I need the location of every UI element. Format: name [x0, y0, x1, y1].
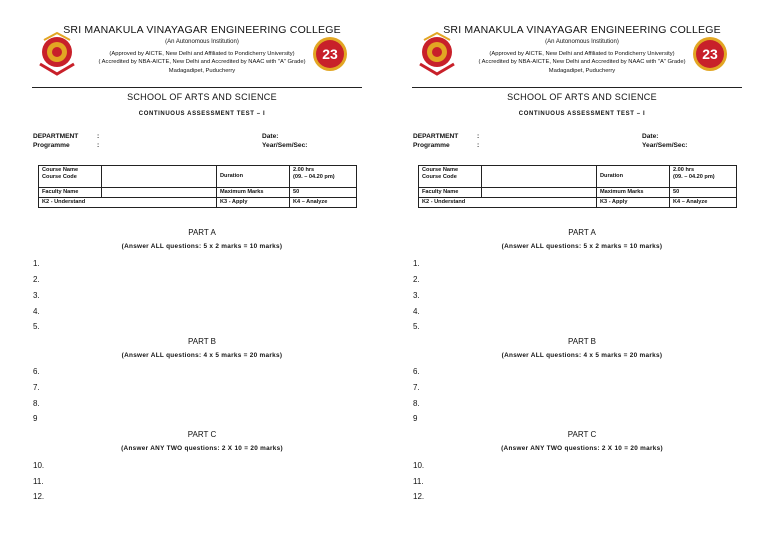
k2-cell: K2 - Understand	[419, 198, 597, 208]
duration-hours: 2.00 hrs	[673, 167, 695, 173]
college-header	[402, 0, 762, 86]
faculty-name-label: Faculty Name	[39, 188, 102, 198]
question-9: 9	[33, 414, 38, 423]
question-9: 9	[413, 414, 418, 423]
question-5: 5.	[413, 322, 420, 331]
k3-cell: K3 - Apply	[217, 198, 290, 208]
course-code-label: Course Code	[42, 174, 77, 180]
college-name: SRI MANAKULA VINAYAGAR ENGINEERING COLLEGE	[63, 24, 341, 36]
faculty-name-value	[102, 188, 217, 198]
question-7: 7.	[413, 383, 420, 392]
course-name-label: Course Name	[422, 167, 459, 173]
k2-cell: K2 - Understand	[39, 198, 217, 208]
question-12: 12.	[33, 492, 45, 501]
college-location: Madagadipet, Puducherry	[168, 68, 236, 74]
course-value-cell	[102, 166, 217, 188]
test-title: CONTINUOUS ASSESSMENT TEST – I	[138, 111, 266, 117]
duration-time: (09. – 04.20 pm)	[293, 174, 335, 180]
max-marks-value: 50	[290, 188, 357, 198]
badge-number: 23	[702, 46, 718, 62]
max-marks-label: Maximum Marks	[597, 188, 670, 198]
approval-note: (Approved by AICTE, New Delhi and Affiliated to Pondicherry University)	[109, 51, 295, 57]
k3-cell: K3 - Apply	[597, 198, 670, 208]
max-marks-label: Maximum Marks	[217, 188, 290, 198]
duration-hours: 2.00 hrs	[293, 167, 315, 173]
max-marks-value: 50	[670, 188, 737, 198]
question-3: 3.	[33, 291, 40, 300]
question-paper-right	[402, 0, 762, 543]
anniversary-badge-icon	[692, 36, 728, 72]
duration-value-cell	[290, 166, 357, 188]
faculty-name-label: Faculty Name	[419, 188, 482, 198]
part-b-instruction: (Answer ALL questions: 4 x 5 marks = 20 marks)	[121, 352, 283, 359]
duration-value-cell	[670, 166, 737, 188]
part-c-instruction: (Answer ANY TWO questions: 2 X 10 = 20 marks)	[501, 445, 663, 452]
department-label: DEPARTMENT	[33, 133, 79, 140]
question-5: 5.	[33, 322, 40, 331]
course-name-label: Course Name	[42, 167, 79, 173]
k4-cell: K4 – Analyze	[290, 198, 357, 208]
programme-colon: :	[97, 142, 100, 149]
year-sem-sec-label: Year/Sem/Sec:	[262, 142, 308, 149]
school-title: SCHOOL OF ARTS AND SCIENCE	[127, 92, 277, 102]
duration-label: Duration	[217, 166, 290, 188]
question-12: 12.	[413, 492, 425, 501]
approval-note: (Approved by AICTE, New Delhi and Affiliated to Pondicherry University)	[489, 51, 675, 57]
k4-cell: K4 – Analyze	[670, 198, 737, 208]
question-2: 2.	[33, 275, 40, 284]
question-8: 8.	[413, 399, 420, 408]
autonomy-note: (An Autonomous Institution)	[165, 39, 239, 45]
school-title: SCHOOL OF ARTS AND SCIENCE	[507, 92, 657, 102]
department-colon: :	[477, 133, 480, 140]
accreditation-note: ( Accredited by NBA-AICTE, New Delhi and Accredited by NAAC with "A" Grade)	[98, 59, 306, 65]
question-2: 2.	[413, 275, 420, 284]
part-c-instruction: (Answer ANY TWO questions: 2 X 10 = 20 marks)	[121, 445, 283, 452]
faculty-name-value	[482, 188, 597, 198]
part-b-title: PART B	[187, 337, 216, 346]
year-sem-sec-label: Year/Sem/Sec:	[642, 142, 688, 149]
programme-label: Programme	[413, 142, 450, 149]
part-b-instruction: (Answer ALL questions: 4 x 5 marks = 20 marks)	[501, 352, 663, 359]
date-label: Date:	[262, 133, 279, 140]
question-4: 4.	[413, 307, 420, 316]
header-divider	[32, 87, 362, 88]
test-title: CONTINUOUS ASSESSMENT TEST – I	[518, 111, 646, 117]
question-6: 6.	[413, 367, 420, 376]
course-labels-cell	[39, 166, 102, 188]
anniversary-badge-icon	[312, 36, 348, 72]
question-11: 11.	[413, 477, 424, 486]
course-code-label: Course Code	[422, 174, 457, 180]
accreditation-note: ( Accredited by NBA-AICTE, New Delhi and Accredited by NAAC with "A" Grade)	[478, 59, 686, 65]
course-info-table	[418, 165, 737, 208]
question-6: 6.	[33, 367, 40, 376]
department-label: DEPARTMENT	[413, 133, 459, 140]
question-10: 10.	[33, 461, 45, 470]
date-label: Date:	[642, 133, 659, 140]
programme-colon: :	[477, 142, 480, 149]
duration-label: Duration	[597, 166, 670, 188]
part-c-title: PART C	[567, 430, 597, 439]
badge-number: 23	[322, 46, 338, 62]
part-a-instruction: (Answer ALL questions: 5 x 2 marks = 10 marks)	[121, 243, 283, 250]
part-b-title: PART B	[567, 337, 596, 346]
question-7: 7.	[33, 383, 40, 392]
part-a-instruction: (Answer ALL questions: 5 x 2 marks = 10 marks)	[501, 243, 663, 250]
department-colon: :	[97, 133, 100, 140]
part-a-title: PART A	[188, 228, 216, 237]
header-divider	[412, 87, 742, 88]
question-paper-left	[22, 0, 382, 543]
college-location: Madagadipet, Puducherry	[548, 68, 616, 74]
part-a-title: PART A	[568, 228, 596, 237]
question-4: 4.	[33, 307, 40, 316]
duration-time: (09. – 04.20 pm)	[673, 174, 715, 180]
college-header	[22, 0, 382, 86]
question-10: 10.	[413, 461, 425, 470]
course-value-cell	[482, 166, 597, 188]
college-name: SRI MANAKULA VINAYAGAR ENGINEERING COLLEGE	[443, 24, 721, 36]
programme-label: Programme	[33, 142, 70, 149]
autonomy-note: (An Autonomous Institution)	[545, 39, 619, 45]
course-info-table	[38, 165, 357, 208]
question-8: 8.	[33, 399, 40, 408]
course-labels-cell	[419, 166, 482, 188]
part-c-title: PART C	[187, 430, 217, 439]
question-3: 3.	[413, 291, 420, 300]
question-1: 1.	[33, 259, 40, 268]
question-11: 11.	[33, 477, 44, 486]
question-1: 1.	[413, 259, 420, 268]
